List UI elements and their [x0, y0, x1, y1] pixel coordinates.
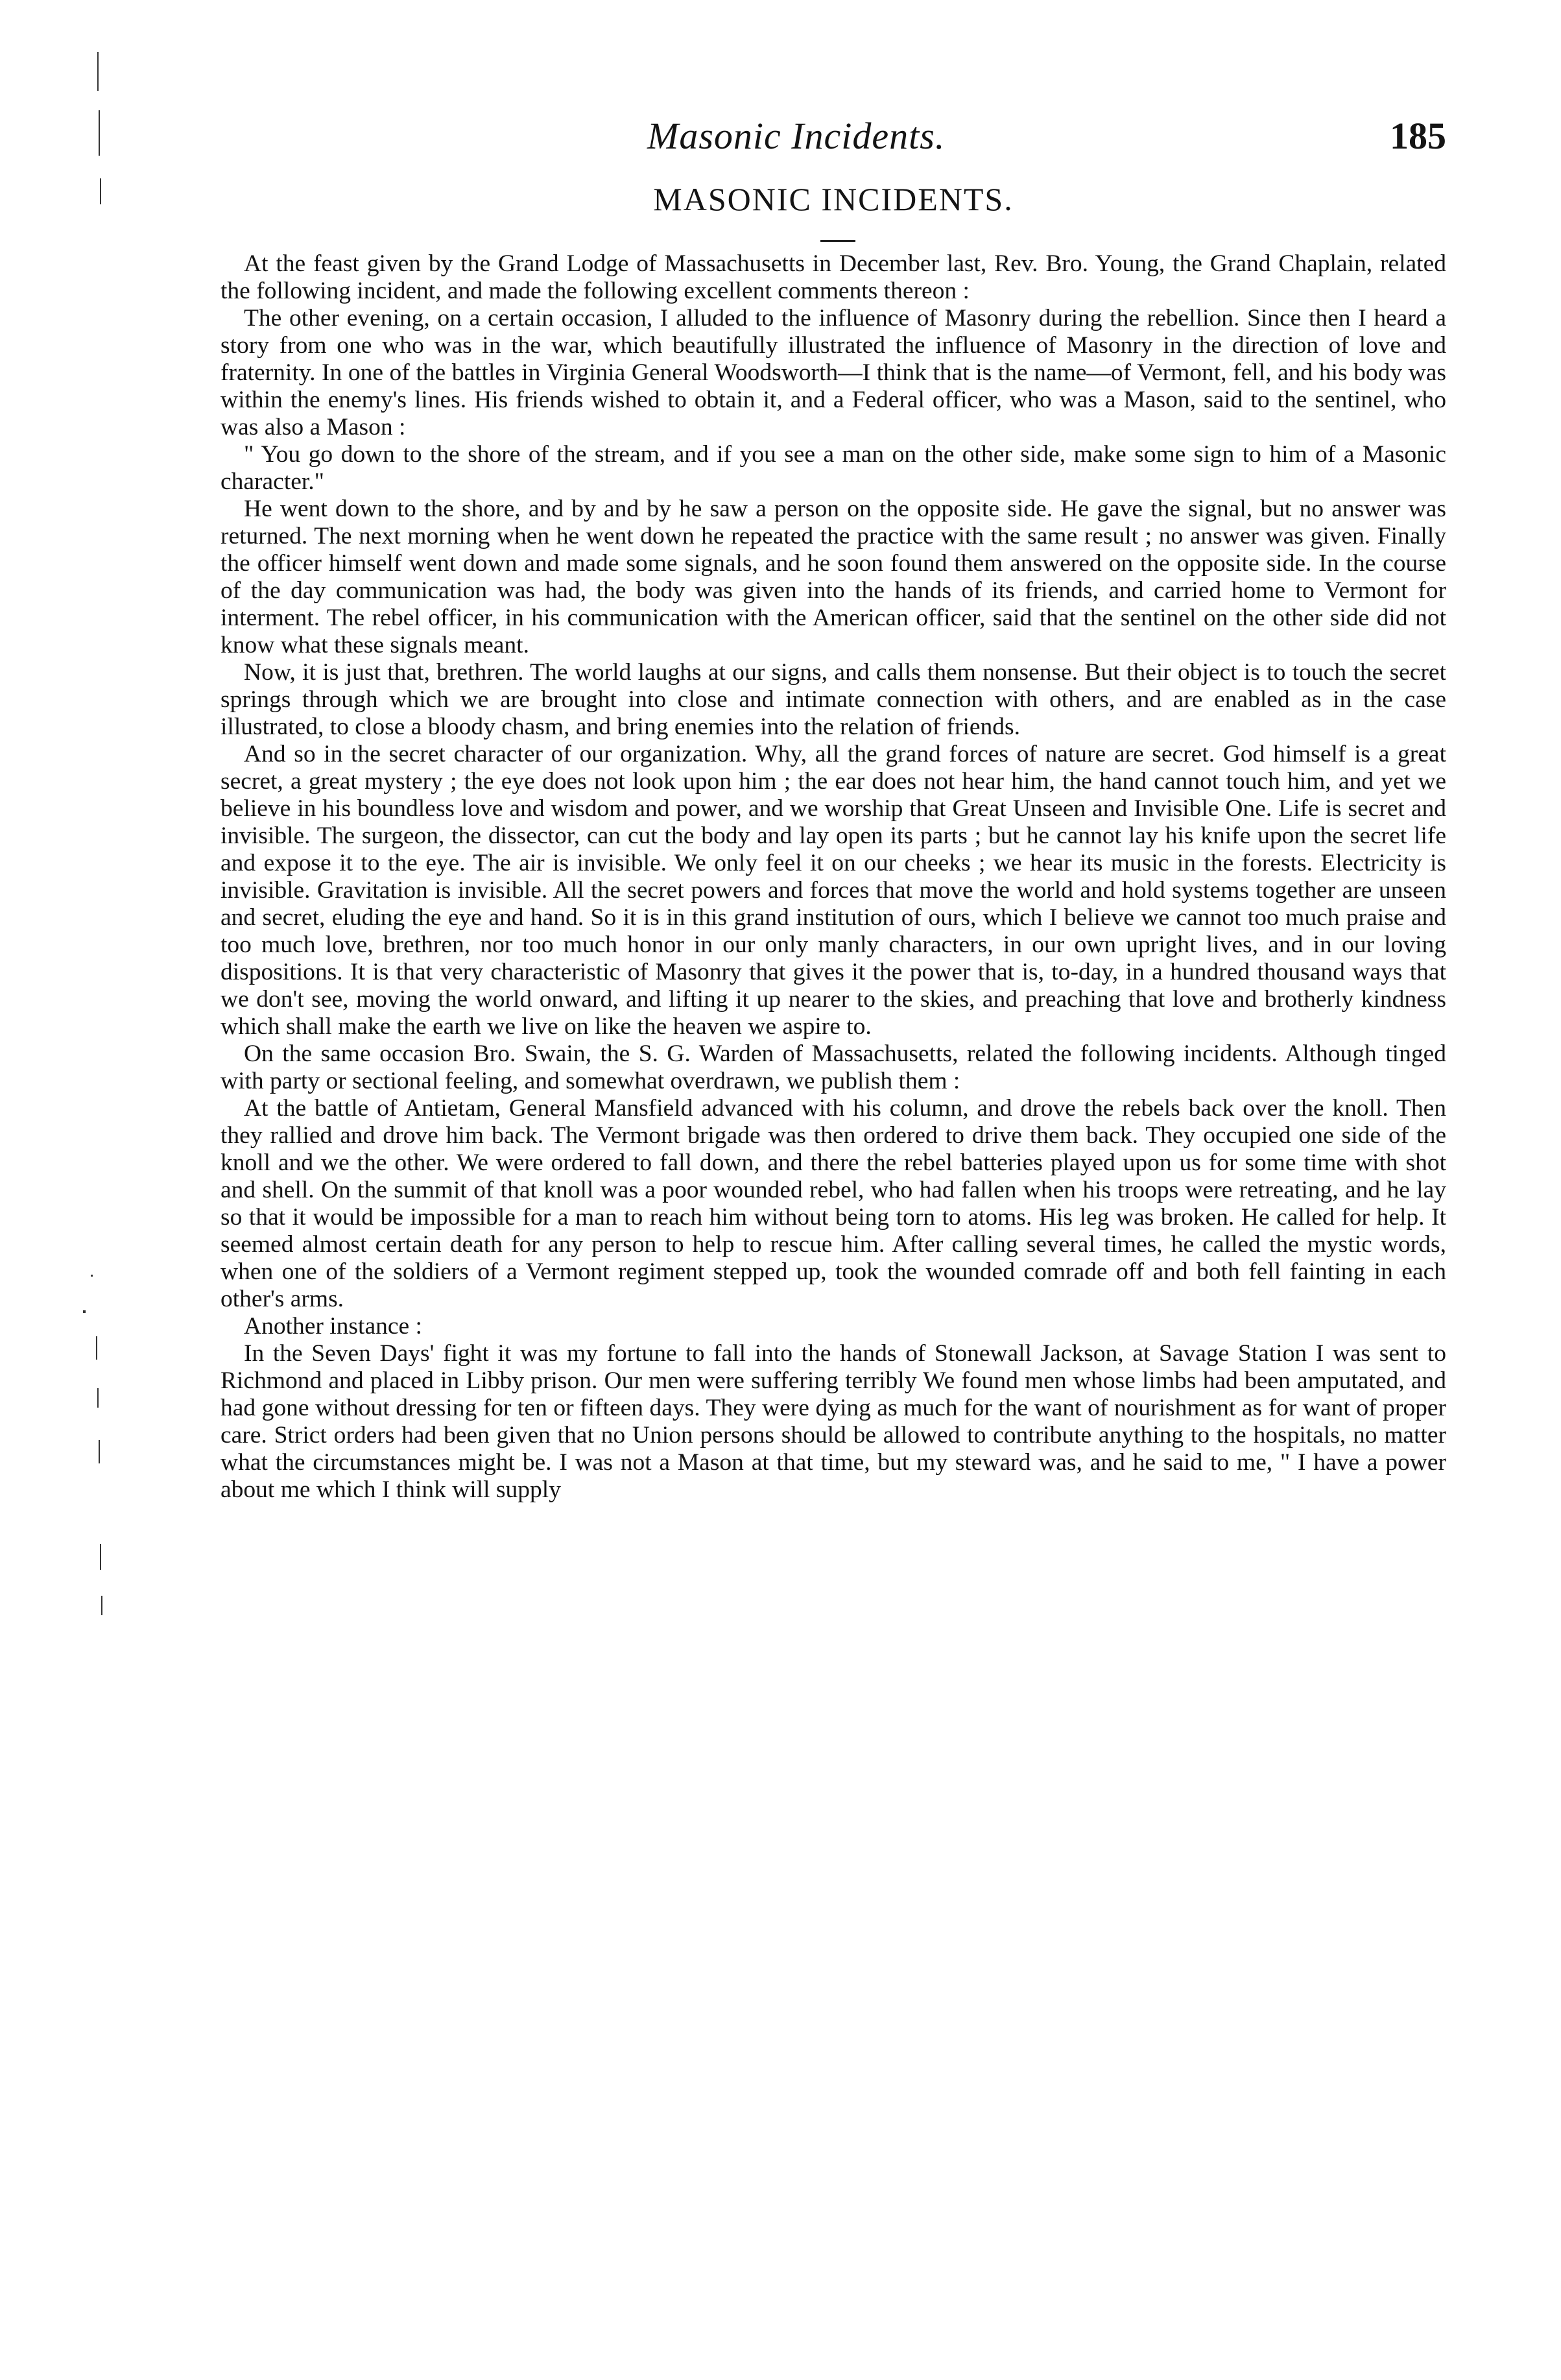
paragraph: He went down to the shore, and by and by he saw a person on the opposite side. He gave the signal, but no answer was returned. The next morning when he went down he repeated the practice with the same result ; no answer was given. Finally the officer himself went down and made some signals, and he soon found them answered on the opposite side. In the course of the day communication was had, the body was given into the hands of its friends, and carried home to Vermont for interment. The rebel officer, in his communication with the American officer, said that the sentinel on the other side did not know what these signals meant. [220, 496, 1446, 658]
running-title: Masonic Incidents. [647, 115, 946, 157]
paragraph: At the battle of Antietam, General Mansfield advanced with his column, and drove the rebels back over the knoll. Then they rallied and drove him back. The Vermont brigade was then ordered to drive them back. They occupied one side of the knoll and we the other. We were ordered to fall down, and there the rebel batteries played upon us for some time with shot and shell. On the summit of that knoll was a poor wounded rebel, who had fallen when his troops were retreating, and he lay so that it would be impossible for a man to reach him without being torn to atoms. His leg was broken. He called for help. It seemed almost certain death for any person to help to rescue him. After calling several times, he called the mystic words, when one of the soldiers of a Vermont regiment stepped up, took the wounded comrade off and both fell fainting in each other's arms. [220, 1095, 1446, 1312]
paragraph: And so in the secret character of our organization. Why, all the grand forces of nature are secret. God himself is a great secret, a great mystery ; the eye does not look upon him ; the ear does not hear him, the hand cannot touch him, and yet we believe in his boundless love and wisdom and power, and we worship that Great Unseen and Invisible One. Life is secret and invisible. The surgeon, the dissector, can cut the body and lay open its parts ; but he cannot lay his knife upon the secret life and expose it to the eye. The air is invisible. We only feel it on our cheeks ; we hear its music in the forests. Electricity is invisible. Gravitation is invisible. All the secret powers and forces that move the world and hold systems together are unseen and secret, eluding the eye and hand. So it is in this grand institution of ours, which I believe we cannot too much praise and too much love, brethren, nor too much honor in our only manly characters, in our own upright lives, and in our loving dispositions. It is that very characteristic of Masonry that gives it the power that is, to-day, in a hundred thousand ways that we don't see, moving the world onward, and lifting it up nearer to the skies, and preaching that love and brotherly kindness which shall make the earth we live on like the heaven we aspire to. [220, 741, 1446, 1040]
paragraph: On the same occasion Bro. Swain, the S. G. Warden of Massachusetts, related the following incidents. Although tinged with party or sectional feeling, and somewhat overdrawn, we publish them : [220, 1040, 1446, 1094]
paragraph: Now, it is just that, brethren. The world laughs at our signs, and calls them nonsense. But their object is to touch the secret springs through which we are brought into close and intimate connection with others, and are enabled as in the case illustrated, to close a bloody chasm, and bring enemies into the relation of friends. [220, 659, 1446, 740]
margin-marks [65, 39, 117, 1661]
paragraph: In the Seven Days' fight it was my fortune to fall into the hands of Stonewall Jackson, at Savage Station I was sent to Richmond and placed in Libby prison. Our men were suffering terribly We found men whose limbs had been amputated, and had gone without dressing for ten or fifteen days. They were dying as much for the want of nourishment as for want of proper care. Strict orders had been given that no Union persons should be allowed to contribute anything to the hospitals, no matter what the circumstances might be. I was not a Mason at that time, but my steward was, and he said to me, " I have a power about me which I think will supply [220, 1340, 1446, 1503]
page-number: 185 [1390, 115, 1446, 157]
title-rule [820, 240, 855, 242]
paragraph: Another instance : [244, 1313, 422, 1340]
running-head [220, 110, 1446, 169]
article-body [220, 250, 1446, 1504]
article-title: MASONIC INCIDENTS. [653, 181, 1014, 217]
paragraph: At the feast given by the Grand Lodge of Massachusetts in December last, Rev. Bro. Young, the Grand Chaplain, related the following incident, and made the following excellent comments thereon : [220, 250, 1446, 304]
paragraph: The other evening, on a certain occasion, I alluded to the influence of Masonry during the rebellion. Since then I heard a story from one who was in the war, which beautifully illustrated the influence of Masonry in the direction of love and fraternity. In one of the battles in Virginia General Woodsworth—I think that is the name—of Vermont, fell, and his body was within the enemy's lines. His friends wished to obtain it, and a Federal officer, who was a Mason, said to the sentinel, who was also a Mason : [220, 305, 1446, 440]
paragraph: " You go down to the shore of the stream, and if you see a man on the other side, make some sign to him of a Masonic character." [220, 441, 1446, 495]
